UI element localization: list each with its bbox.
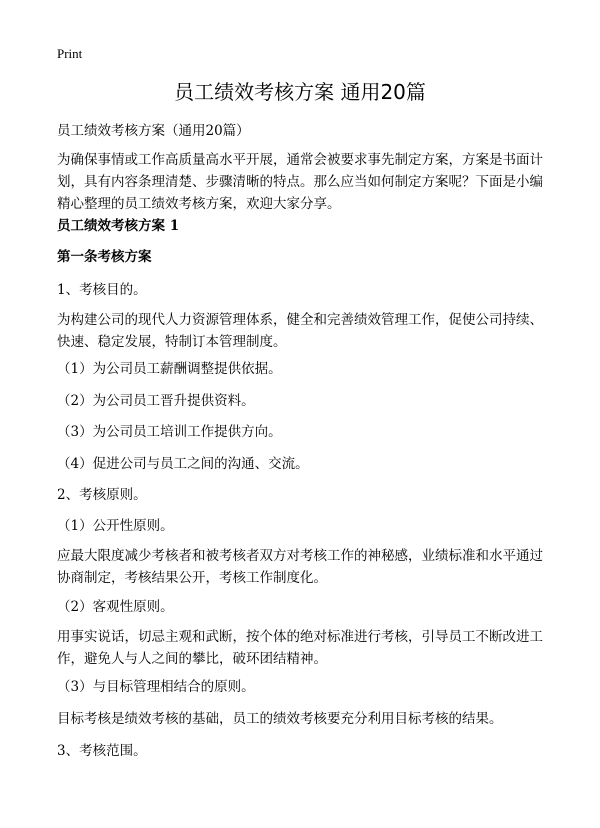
paragraph-10: （2）客观性原则。 xyxy=(57,599,174,615)
paragraph-11: 用事实说话，切忌主观和武断，按个体的绝对标准进行考核，引导员工不断改进工作，避免人与人之间的攀比，破环团结精神。 xyxy=(57,629,543,667)
intro-paragraph: 为确保事情或工作高质量高水平开展，通常会被要求事先制定方案，方案是书面计划，具有内容条理清楚、步骤清晰的特点。那么应当如何制定方案呢？下面是小编精心整理的员工绩效考核方案，欢迎大家分享。 xyxy=(57,152,543,212)
paragraph-4: （2）为公司员工晋升提供资料。 xyxy=(57,393,255,409)
article-heading: 第一条考核方案 xyxy=(57,249,152,265)
section-heading: 员工绩效考核方案 1 xyxy=(57,218,180,234)
document-title: 员工绩效考核方案 通用20篇 xyxy=(174,80,426,104)
paragraph-5: （3）为公司员工培训工作提供方向。 xyxy=(57,424,282,440)
document-subtitle: 员工绩效考核方案（通用20篇） xyxy=(57,123,250,139)
paragraph-3: （1）为公司员工薪酬调整提供依据。 xyxy=(57,361,282,377)
paragraph-7: 2、考核原则。 xyxy=(57,487,147,503)
paragraph-14: 3、考核范围。 xyxy=(57,743,147,759)
paragraph-13: 目标考核是绩效考核的基础，员工的绩效考核要充分利用目标考核的结果。 xyxy=(57,711,503,727)
print-label[interactable]: Print xyxy=(57,46,83,61)
paragraph-2: 为构建公司的现代人力资源管理体系，健全和完善绩效管理工作，促使公司持续、快速、稳定发展，特制订本管理制度。 xyxy=(57,312,543,350)
paragraph-6: （4）促进公司与员工之间的沟通、交流。 xyxy=(57,456,309,472)
paragraph-9: 应最大限度减少考核者和被考核者双方对考核工作的神秘感，业绩标准和水平通过协商制定，考核结果公开，考核工作制度化。 xyxy=(57,548,543,586)
paragraph-8: （1）公开性原则。 xyxy=(57,518,174,534)
paragraph-12: （3）与目标管理相结合的原则。 xyxy=(57,679,255,695)
paragraph-1: 1、考核目的。 xyxy=(57,282,147,298)
